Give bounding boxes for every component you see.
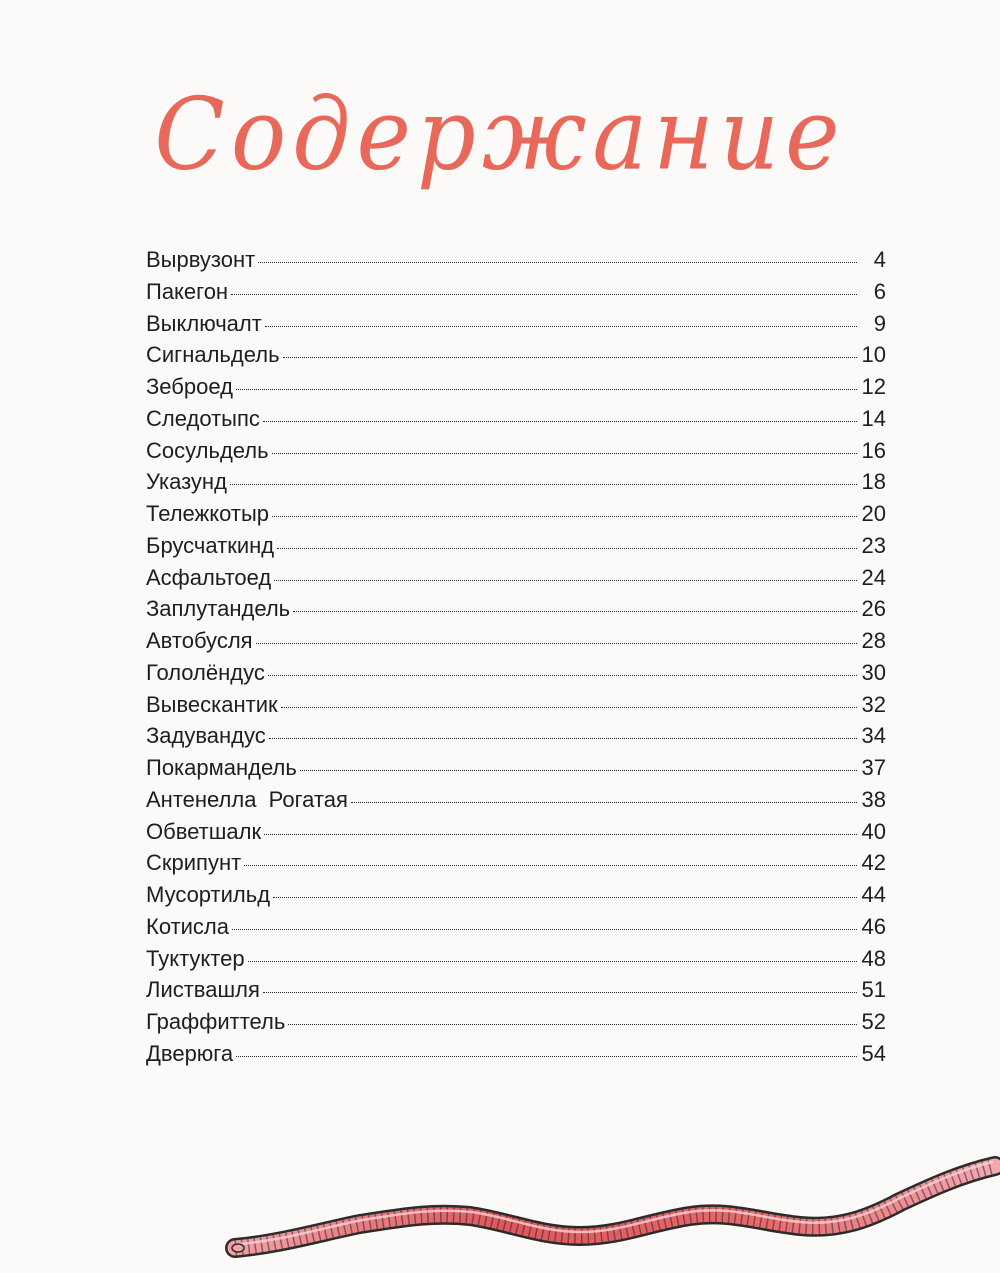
toc-entry[interactable]: [146, 498, 886, 530]
dot-leader: [232, 929, 857, 930]
dot-leader: [268, 675, 857, 676]
toc-entry-title: Сигнальдель: [146, 342, 280, 368]
toc-entry-title: Граффиттель: [146, 1009, 286, 1034]
toc-entry[interactable]: [146, 657, 886, 689]
toc-entry-page-number: 23: [861, 532, 886, 558]
toc-entry-title: Мусортильд: [146, 882, 271, 907]
toc-entry-title: Пакегон: [146, 278, 229, 304]
dot-leader: [273, 897, 857, 898]
toc-entry[interactable]: [146, 943, 886, 975]
toc-entry-page-number: 46: [861, 913, 886, 939]
dot-leader: [248, 961, 857, 962]
toc-entry-title: Дверюга: [146, 1040, 234, 1066]
toc-entry[interactable]: [146, 974, 886, 1006]
dot-leader: [269, 738, 857, 739]
toc-entry[interactable]: [146, 1038, 886, 1070]
toc-entry-title: Указунд: [146, 469, 227, 495]
toc-entry[interactable]: [146, 625, 886, 657]
dot-leader: [293, 611, 857, 612]
toc-entry-title: Антенелла Рогатая: [146, 786, 348, 812]
toc-entry-title: Заплутандель: [146, 596, 291, 622]
toc-entry-page-number: 14: [861, 405, 886, 431]
toc-entry[interactable]: [146, 1006, 886, 1038]
toc-entry[interactable]: [146, 689, 886, 721]
toc-entry-page-number: 30: [861, 659, 886, 685]
dot-leader: [272, 453, 857, 454]
toc-entry[interactable]: [146, 752, 886, 784]
dot-leader: [258, 262, 857, 263]
dot-leader: [274, 580, 857, 581]
toc-entry-page-number: 26: [861, 596, 886, 622]
toc-entry[interactable]: [146, 244, 886, 276]
toc-entry[interactable]: [146, 308, 886, 340]
toc-entry-title: Автобусля: [146, 628, 253, 653]
page-title: [0, 60, 1000, 230]
toc-entry-title: Асфальтоед: [146, 564, 272, 590]
toc-entry-page-number: 42: [861, 850, 886, 876]
toc-entry[interactable]: [146, 371, 886, 403]
toc-entry-page-number: 38: [861, 786, 886, 812]
toc-entry[interactable]: [146, 720, 886, 752]
toc-entry-page-number: 32: [861, 691, 886, 717]
toc-entry-title: Покармандель: [146, 755, 297, 780]
toc-entry-page-number: 44: [861, 882, 886, 907]
title-text: Содержание: [154, 76, 846, 193]
toc-entry-page-number: 9: [873, 310, 886, 336]
toc-entry[interactable]: [146, 339, 886, 371]
toc-entry[interactable]: [146, 403, 886, 435]
dot-leader: [351, 802, 857, 803]
worm-tail: [232, 1244, 244, 1252]
toc-entry-page-number: 37: [861, 755, 886, 780]
toc-entry-title: Тележкотыр: [146, 501, 269, 526]
toc-entry-page-number: 6: [873, 278, 886, 304]
toc-entry-page-number: 28: [861, 628, 886, 653]
toc-entry[interactable]: [146, 593, 886, 625]
toc-entry-title: Зеброед: [146, 374, 233, 399]
dot-leader: [272, 516, 857, 517]
toc-entry[interactable]: [146, 911, 886, 943]
toc-entry-title: Выключалт: [146, 310, 262, 336]
toc-entry-title: Скрипунт: [146, 850, 242, 876]
toc-entry-title: Листвашля: [146, 977, 260, 1003]
dot-leader: [283, 357, 857, 358]
toc-entry-page-number: 18: [861, 469, 886, 495]
toc-entry-page-number: 48: [861, 945, 886, 971]
toc-entry-page-number: 40: [861, 818, 886, 844]
toc-entry-title: Задувандус: [146, 723, 266, 749]
toc-entry-page-number: 51: [861, 977, 886, 1003]
toc-entry[interactable]: [146, 847, 886, 879]
dot-leader: [288, 1024, 857, 1025]
toc-entry-title: Котисла: [146, 913, 230, 939]
toc-entry-page-number: 24: [861, 564, 886, 590]
table-of-contents: [146, 244, 886, 1070]
toc-entry-title: Следотыпс: [146, 405, 260, 431]
toc-entry-title: Туктуктер: [146, 945, 245, 971]
toc-entry[interactable]: [146, 466, 886, 498]
dot-leader: [300, 770, 857, 771]
toc-entry-title: Сосульдель: [146, 437, 269, 463]
toc-entry[interactable]: [146, 435, 886, 467]
toc-entry[interactable]: [146, 879, 886, 911]
toc-entry-page-number: 10: [861, 342, 886, 368]
toc-entry-page-number: 52: [861, 1009, 886, 1034]
worm-illustration: [0, 1140, 1000, 1273]
dot-leader: [236, 1056, 857, 1057]
toc-entry[interactable]: [146, 530, 886, 562]
toc-entry[interactable]: [146, 276, 886, 308]
toc-entry[interactable]: [146, 562, 886, 594]
toc-entry-page-number: 54: [861, 1040, 886, 1066]
toc-entry-page-number: 4: [873, 247, 886, 272]
dot-leader: [265, 326, 857, 327]
toc-entry-page-number: 12: [861, 374, 886, 399]
toc-entry-page-number: 16: [861, 437, 886, 463]
toc-entry[interactable]: [146, 816, 886, 848]
dot-leader: [263, 992, 857, 993]
toc-entry-page-number: 20: [861, 501, 886, 526]
dot-leader: [244, 865, 857, 866]
toc-entry-title: Вырвузонт: [146, 247, 256, 272]
dot-leader: [263, 421, 857, 422]
toc-entry-title: Обветшалк: [146, 818, 262, 844]
dot-leader: [277, 548, 857, 549]
toc-entry-title: Вывескантик: [146, 691, 278, 717]
toc-entry[interactable]: [146, 784, 886, 816]
toc-entry-title: Гололёндус: [146, 659, 265, 685]
dot-leader: [264, 834, 857, 835]
dot-leader: [256, 643, 857, 644]
dot-leader: [230, 484, 857, 485]
toc-entry-page-number: 34: [861, 723, 886, 749]
toc-entry-title: Брусчаткинд: [146, 532, 275, 558]
dot-leader: [281, 707, 857, 708]
dot-leader: [236, 389, 857, 390]
dot-leader: [231, 294, 857, 295]
